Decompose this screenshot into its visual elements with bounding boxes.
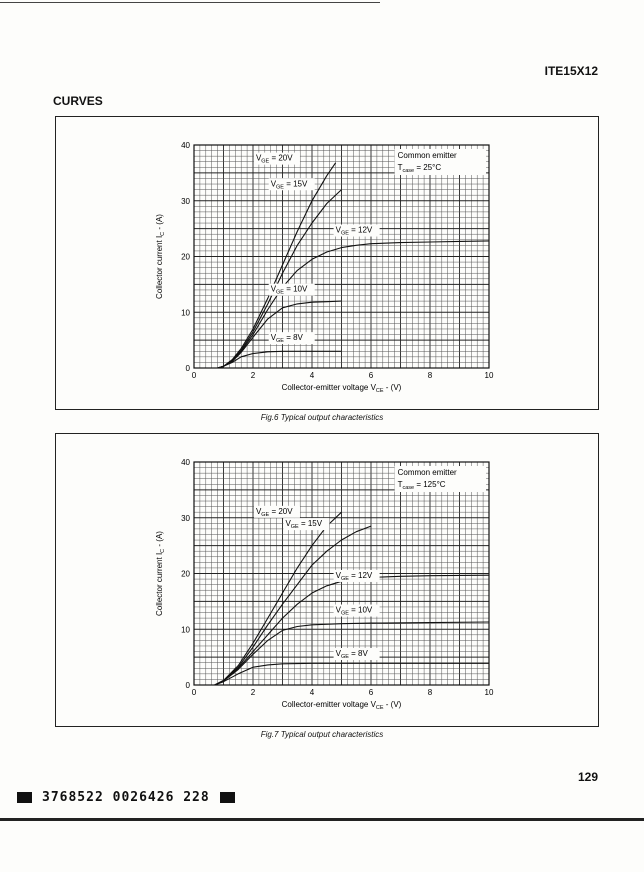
x-tick-label: 10 bbox=[484, 371, 494, 380]
series-label-group bbox=[254, 506, 300, 518]
x-tick-label: 8 bbox=[427, 371, 433, 380]
series-label-sym: V bbox=[270, 179, 277, 189]
x-tick-label: 6 bbox=[368, 371, 374, 380]
y-axis-label-suffix: - (A) bbox=[155, 214, 164, 232]
legend-line1: Common emitter bbox=[397, 468, 457, 477]
series-label-sub: GE bbox=[290, 524, 299, 531]
x-axis-label-sub: CE bbox=[375, 705, 384, 711]
document-code: 3768522 0026426 228 bbox=[42, 790, 210, 805]
legend-sub: case bbox=[402, 168, 415, 174]
legend-temp: 125°C bbox=[423, 480, 446, 489]
y-tick-label: 30 bbox=[181, 196, 190, 206]
caption-fig7: Fig.7 Typical output characteristics bbox=[260, 730, 384, 739]
series-label-group bbox=[269, 284, 315, 296]
section-title: CURVES bbox=[53, 94, 103, 108]
series-label-eq: = bbox=[283, 333, 294, 343]
y-axis-label bbox=[155, 531, 166, 616]
y-tick-label: 40 bbox=[181, 458, 190, 467]
series-label-sub: GE bbox=[276, 289, 284, 296]
series-label-eq: = bbox=[348, 225, 359, 235]
chart-panel-fig6 bbox=[55, 116, 599, 410]
y-axis-label-sub: C bbox=[160, 231, 166, 236]
series-label-group bbox=[334, 605, 380, 617]
x-tick-label: 0 bbox=[191, 371, 197, 380]
series-label-eq: = bbox=[283, 179, 294, 189]
series-label-value: 8V bbox=[358, 649, 368, 659]
x-axis-label-text: Collector-emitter voltage V bbox=[281, 700, 376, 709]
series-label-eq: = bbox=[298, 519, 308, 529]
series-label-sym: V bbox=[285, 519, 291, 529]
legend-box bbox=[395, 149, 486, 175]
legend-line1: Common emitter bbox=[397, 151, 457, 160]
x-axis-label-suffix: - (V) bbox=[383, 383, 402, 392]
black-block-right bbox=[220, 792, 235, 803]
series-label-sub: GE bbox=[340, 610, 349, 617]
series-label-sub: GE bbox=[340, 654, 349, 661]
x-tick-label: 2 bbox=[250, 371, 256, 380]
x-tick-label: 4 bbox=[309, 371, 315, 380]
series-label-value: 10V bbox=[293, 284, 308, 294]
y-tick-label: 10 bbox=[181, 308, 190, 318]
grid bbox=[194, 145, 489, 368]
chart-panel-fig7 bbox=[55, 433, 599, 727]
series-label-eq: = bbox=[348, 649, 359, 659]
series-label-group bbox=[334, 648, 380, 660]
series-label-value: 15V bbox=[293, 179, 308, 189]
x-axis-label-suffix: - (V) bbox=[383, 700, 402, 709]
x-axis-label-text: Collector-emitter voltage V bbox=[281, 383, 376, 392]
x-tick-label: 0 bbox=[191, 688, 197, 697]
series-label-sub: GE bbox=[276, 184, 284, 191]
x-tick-label: 8 bbox=[427, 688, 433, 697]
legend-temp: 25°C bbox=[423, 163, 442, 172]
series-label-value: 12V bbox=[358, 225, 373, 235]
series-label-group bbox=[283, 518, 329, 530]
footer-code-row bbox=[17, 790, 235, 805]
series-label-sub: GE bbox=[340, 575, 349, 582]
series-label-sub: GE bbox=[276, 338, 284, 345]
series-label-sym: V bbox=[335, 570, 341, 580]
legend-eq: = bbox=[414, 480, 424, 489]
y-tick-label: 30 bbox=[181, 513, 190, 523]
series-label-sym: V bbox=[270, 333, 277, 343]
series-label-group bbox=[334, 570, 380, 582]
y-axis-label-text: Collector current I bbox=[155, 235, 164, 299]
series-label-value: 12V bbox=[358, 570, 373, 580]
y-axis-label-text: Collector current I bbox=[155, 552, 164, 616]
series-label-eq: = bbox=[348, 570, 359, 580]
x-axis-label bbox=[282, 700, 402, 711]
legend-box bbox=[395, 466, 486, 492]
series-label-sym: V bbox=[335, 605, 341, 615]
y-axis-label-suffix: - (A) bbox=[155, 531, 164, 549]
series-line-vge-20V bbox=[194, 512, 342, 685]
page-number: 129 bbox=[577, 770, 598, 784]
series-label-eq: = bbox=[348, 605, 359, 615]
legend-sym: T bbox=[397, 480, 403, 489]
series-label-group bbox=[334, 225, 380, 237]
series-label-eq: = bbox=[283, 284, 294, 294]
series-label-group bbox=[254, 153, 300, 165]
caption-fig6: Fig.6 Typical output characteristics bbox=[260, 413, 384, 422]
chart-fig7 bbox=[56, 434, 598, 726]
series-label-sym: V bbox=[255, 506, 262, 516]
y-axis-label bbox=[155, 214, 166, 299]
series-label-sym: V bbox=[270, 284, 277, 294]
legend-eq: = bbox=[414, 163, 424, 172]
chart-fig6 bbox=[56, 117, 598, 409]
x-tick-label: 6 bbox=[368, 688, 374, 697]
y-tick-label: 0 bbox=[185, 364, 190, 373]
legend-sym: T bbox=[397, 163, 403, 172]
series-label-group bbox=[269, 332, 315, 344]
series-label-sym: V bbox=[335, 225, 341, 235]
x-axis-label bbox=[282, 383, 402, 394]
series-label-eq: = bbox=[269, 153, 279, 163]
series-label-eq: = bbox=[269, 506, 279, 516]
series-label-group bbox=[269, 178, 315, 190]
series-label-value: 15V bbox=[307, 519, 323, 529]
series-label-sym: V bbox=[255, 153, 262, 163]
x-axis-label-sub: CE bbox=[375, 388, 384, 394]
series-label-value: 8V bbox=[293, 333, 303, 343]
series-label-sub: GE bbox=[261, 511, 270, 518]
x-tick-label: 2 bbox=[250, 688, 256, 697]
top-rule bbox=[0, 2, 380, 3]
series-label-sym: V bbox=[335, 649, 341, 659]
y-tick-label: 20 bbox=[181, 252, 190, 262]
part-number: ITE15X12 bbox=[544, 64, 598, 78]
black-block-left bbox=[17, 792, 32, 803]
x-tick-label: 4 bbox=[309, 688, 315, 697]
y-tick-label: 0 bbox=[185, 681, 190, 690]
y-tick-label: 10 bbox=[181, 625, 190, 635]
y-tick-label: 20 bbox=[181, 569, 190, 579]
series-label-value: 10V bbox=[358, 605, 373, 615]
series-label-value: 20V bbox=[278, 506, 293, 516]
series-line-vge-8V bbox=[194, 351, 342, 368]
series-label-sub: GE bbox=[340, 230, 349, 237]
x-tick-label: 10 bbox=[484, 688, 494, 697]
y-axis-label-sub: C bbox=[160, 548, 166, 553]
series-label-value: 20V bbox=[278, 153, 293, 163]
series-label-sub: GE bbox=[261, 158, 270, 165]
bottom-rule bbox=[0, 818, 644, 821]
y-tick-label: 40 bbox=[181, 141, 190, 150]
legend-sub: case bbox=[402, 485, 415, 491]
